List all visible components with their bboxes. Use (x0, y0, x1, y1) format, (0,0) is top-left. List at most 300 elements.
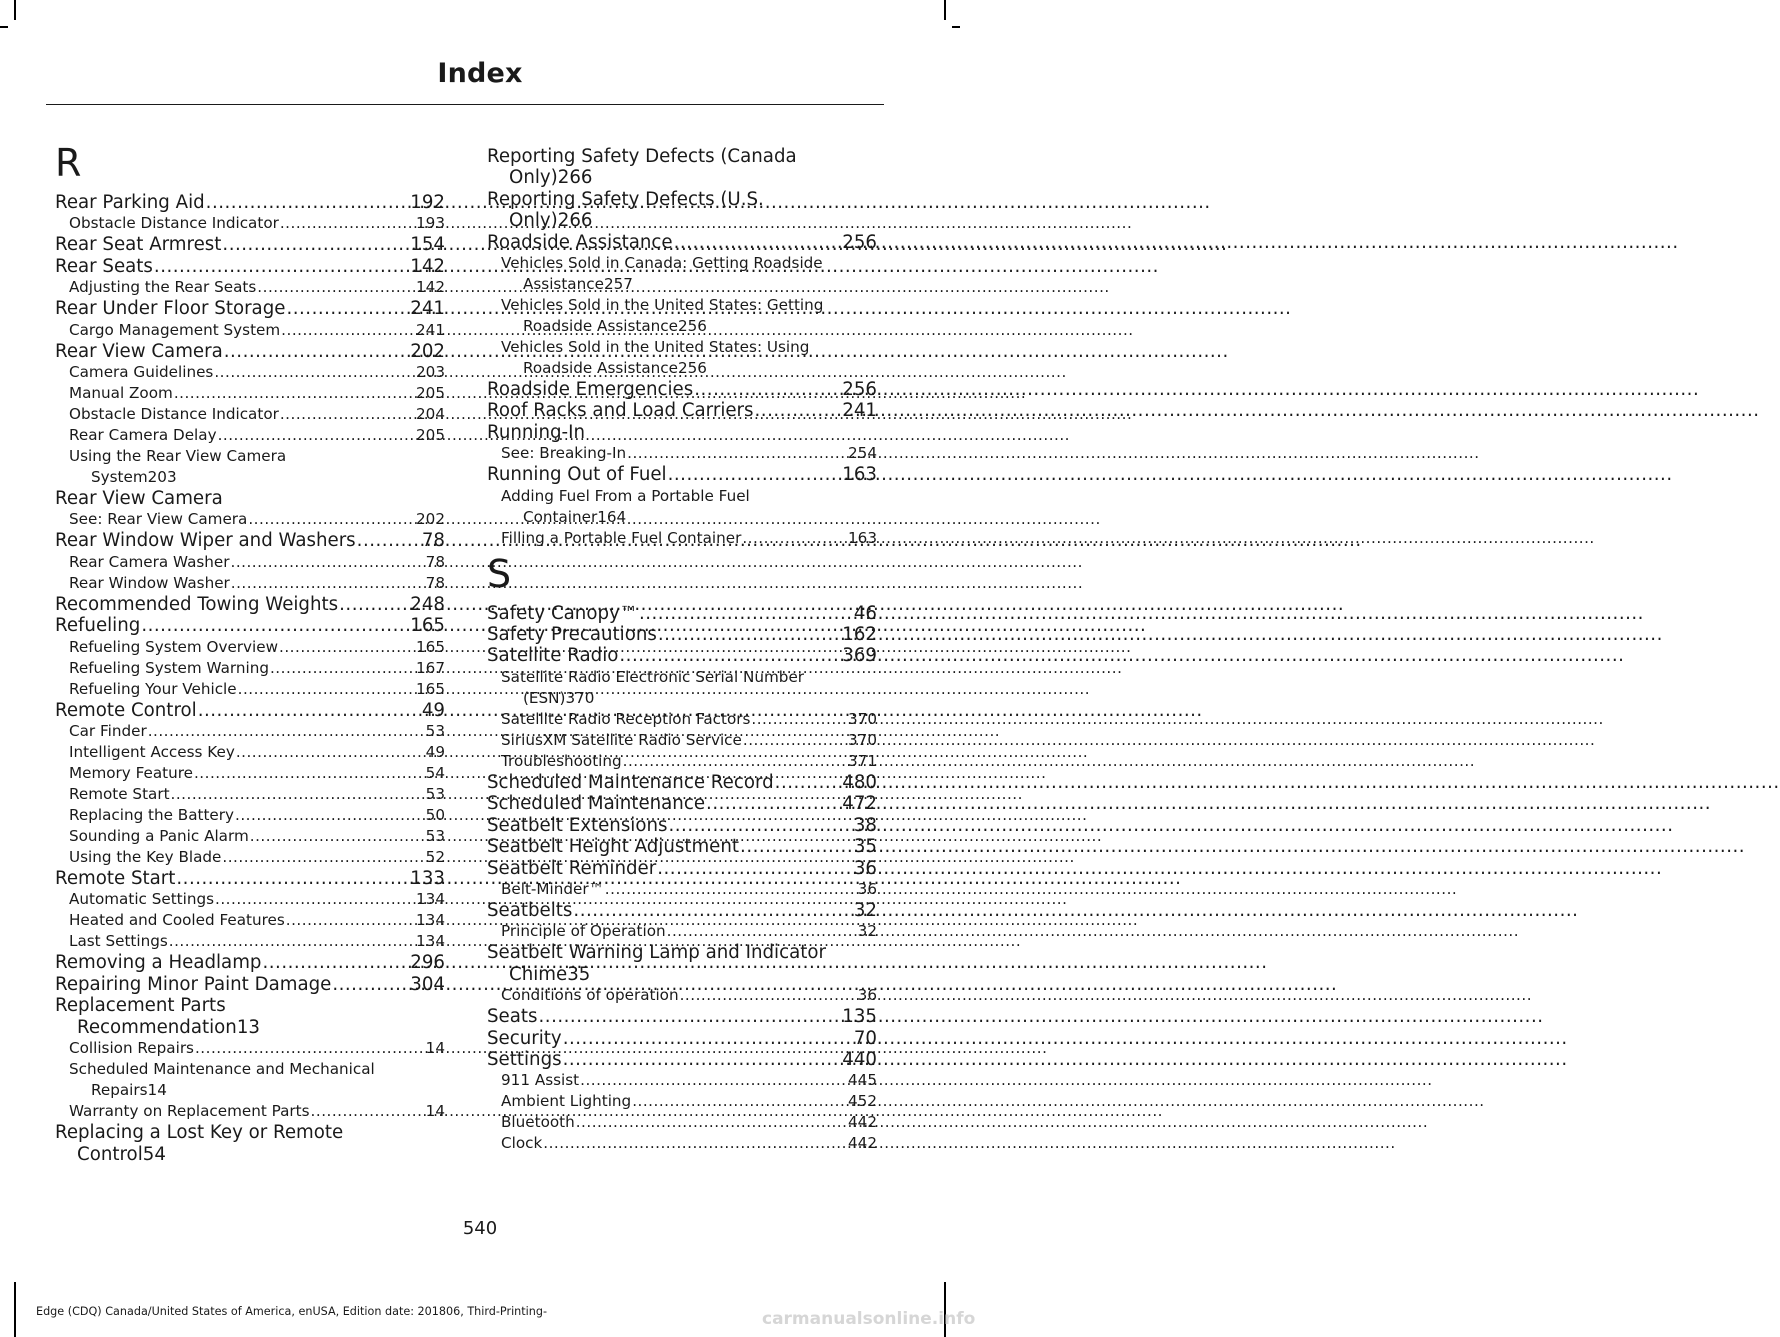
crop-mark (14, 1282, 16, 1337)
entry-label: Container (523, 507, 598, 526)
index-subentry[interactable] (55, 277, 445, 298)
leader-dots (605, 879, 857, 900)
index-subentry[interactable] (55, 320, 445, 341)
entry-page-number: 241 (410, 298, 445, 320)
entry-label: Troubleshooting (501, 751, 622, 770)
entry-label: See: Rear View Camera (69, 510, 248, 529)
index-entry[interactable] (487, 464, 877, 485)
leader-dots (632, 1091, 847, 1112)
entry-label: Rear Under Floor Storage (55, 298, 286, 320)
entry-label: Intelligent Access Key (69, 743, 235, 762)
leader-dots (357, 530, 421, 551)
entry-page-number: 54 (425, 764, 445, 783)
leader-dots (755, 400, 842, 421)
entry-label-line: Vehicles Sold in the United States: Using (501, 338, 810, 357)
entry-continuation (501, 507, 877, 528)
entry-label: Refueling Your Vehicle (69, 679, 237, 698)
entry-page-number: 49 (421, 699, 445, 721)
entry-label: Conditions of operation (501, 986, 679, 1005)
index-subentry[interactable] (55, 826, 445, 847)
entry-continuation (487, 964, 877, 985)
index-entry[interactable] (55, 234, 445, 255)
entry-page-number: 202 (416, 510, 445, 529)
entry-page-number: 203 (147, 468, 177, 487)
page-title: Index (437, 58, 523, 89)
entry-page-number: 192 (410, 192, 445, 213)
entry-page-number: 165 (416, 637, 445, 656)
entry-page-number: 256 (842, 379, 877, 401)
entry-page-number: 13 (236, 1016, 260, 1038)
index-entry[interactable] (487, 624, 877, 645)
entry-label: 911 Assist (501, 1071, 580, 1090)
index-subentry[interactable] (55, 805, 445, 826)
entry-page-number: 134 (416, 932, 445, 951)
leader-dots (250, 826, 425, 847)
index-entry[interactable] (487, 645, 877, 666)
index-entry[interactable] (55, 192, 445, 213)
entry-label-line: Replacing a Lost Key or Remote (55, 1122, 344, 1144)
leader-dots (775, 772, 842, 793)
entry-label: Satellite Radio Reception Factors (501, 709, 751, 728)
entry-label-line: Using the Rear View Camera (69, 447, 287, 466)
entry-continuation (501, 316, 877, 337)
entry-page-number: 78 (425, 573, 445, 592)
index-subentry[interactable] (55, 721, 445, 742)
index-subentry[interactable] (487, 879, 877, 900)
entry-label: Repairs (91, 1081, 148, 1100)
entry-page-number: 480 (842, 771, 877, 793)
leader-dots (674, 232, 842, 253)
entry-page-number: 134 (416, 911, 445, 930)
leader-dots (311, 1101, 425, 1122)
entry-label: Seatbelts (487, 899, 573, 921)
index-entry[interactable] (487, 189, 877, 232)
leader-dots (154, 256, 409, 277)
entry-page-number: 78 (421, 530, 445, 552)
entry-label: Rear Window Washer (69, 573, 230, 592)
index-entry[interactable] (487, 1006, 877, 1027)
entry-label: System (91, 468, 148, 487)
entry-label: Repairing Minor Paint Damage (55, 973, 332, 995)
entry-label-line: Reporting Safety Defects (U.S. (487, 188, 764, 210)
entry-page-number: 205 (416, 426, 445, 445)
entry-page-number: 442 (848, 1113, 877, 1132)
entry-page-number: 50 (425, 806, 445, 825)
entry-label: Seatbelt Reminder (487, 857, 657, 879)
index-entry[interactable] (55, 952, 445, 973)
entry-page-number: 36 (857, 879, 877, 898)
index-entry[interactable] (487, 379, 877, 400)
entry-label: (ESN) (523, 688, 566, 707)
entry-continuation (487, 210, 877, 231)
index-subentry[interactable] (55, 637, 445, 658)
crop-mark (14, 0, 16, 20)
leader-dots (751, 709, 847, 730)
entry-label-line: Adding Fuel From a Portable Fuel (501, 486, 750, 505)
entry-label: Principle of Operation (501, 922, 666, 941)
leader-dots (573, 900, 852, 921)
index-subentry[interactable] (55, 889, 445, 910)
entry-page-number: 165 (416, 679, 445, 698)
index-subentry[interactable] (487, 667, 877, 709)
entry-label: Safety Canopy™ (487, 602, 638, 624)
entry-label: Assistance (523, 275, 604, 294)
index-entry[interactable] (487, 772, 877, 793)
entry-label: See: Breaking-In (501, 444, 627, 463)
entry-page-number: 257 (603, 275, 633, 294)
entry-page-number: 452 (848, 1092, 877, 1111)
entry-label: Roof Racks and Load Carriers (487, 400, 754, 422)
entry-label: SiriusXM Satellite Radio Service (501, 730, 742, 749)
entry-page-number: 53 (425, 785, 445, 804)
entry-page-number: 36 (853, 857, 877, 879)
entry-label-line: Replacement Parts (55, 995, 226, 1017)
entry-label-line: Vehicles Sold in Canada: Getting Roadside (501, 254, 823, 273)
entry-page-number: 202 (410, 340, 445, 362)
entry-label: Only) (509, 167, 558, 189)
index-entry-heading[interactable]: Rear View Camera (55, 488, 223, 510)
entry-label: Rear Parking Aid (55, 192, 205, 213)
entry-label: Recommended Towing Weights (55, 593, 339, 615)
edition-footer: Edge (CDQ) Canada/United States of America, enUSA, Edition date: 201806, Third-Printing- (36, 1305, 547, 1318)
index-subentry[interactable] (55, 446, 445, 488)
leader-dots (619, 645, 841, 666)
index-subentry[interactable] (55, 679, 445, 700)
entry-label: Filling a Portable Fuel Container (501, 528, 742, 547)
index-subentry[interactable] (487, 528, 877, 549)
entry-page-number: 154 (410, 234, 445, 256)
entry-page-number: 133 (410, 868, 445, 890)
entry-label: Chime (509, 963, 568, 985)
entry-page-number: 70 (853, 1027, 877, 1049)
index-entry[interactable] (487, 858, 877, 879)
entry-label: Manual Zoom (69, 384, 173, 403)
entry-label: Seatbelt Extensions (487, 814, 668, 836)
entry-page-number: 14 (425, 1102, 445, 1121)
leader-dots (148, 721, 425, 742)
entry-label: Scheduled Maintenance Record (487, 771, 774, 793)
index-entry[interactable] (487, 146, 877, 189)
index-entry[interactable] (487, 400, 877, 421)
entry-label: Belt-Minder™ (501, 879, 604, 898)
index-subentry[interactable] (55, 1059, 445, 1101)
entry-page-number: 445 (848, 1071, 877, 1090)
entry-page-number: 440 (842, 1048, 877, 1070)
entry-label: Using the Key Blade (69, 848, 222, 867)
index-entry[interactable] (487, 603, 877, 624)
leader-dots (694, 379, 841, 400)
leader-dots (215, 889, 415, 910)
leader-dots (231, 573, 425, 594)
leader-dots (257, 277, 415, 298)
entry-page-number: 163 (842, 464, 877, 486)
entry-label: Memory Feature (69, 764, 193, 783)
entry-label: Ambient Lighting (501, 1092, 632, 1111)
entry-label-line: Vehicles Sold in the United States: Getting (501, 296, 824, 315)
entry-continuation (487, 167, 877, 188)
index-subentry[interactable] (487, 486, 877, 528)
leader-dots (270, 658, 415, 679)
index-entry[interactable] (55, 530, 445, 551)
index-entry[interactable] (487, 942, 877, 985)
leader-dots (286, 298, 409, 319)
entry-page-number: 248 (410, 593, 445, 615)
entry-page-number: 167 (416, 658, 445, 677)
entry-label: Automatic Settings (69, 890, 215, 909)
leader-dots (742, 528, 847, 549)
entry-page-number: 371 (848, 751, 877, 770)
index-entry[interactable] (55, 1122, 445, 1165)
leader-dots (222, 234, 409, 255)
entry-label: Satellite Radio (487, 645, 619, 667)
index-subentry[interactable] (487, 253, 877, 295)
index-subentry[interactable] (55, 404, 445, 425)
index-subentry[interactable] (55, 362, 445, 383)
watermark: carmanualsonline.info (762, 1309, 976, 1329)
index-subentry[interactable] (55, 509, 445, 530)
index-subentry[interactable] (55, 213, 445, 234)
leader-dots (231, 552, 425, 573)
entry-label: Seats (487, 1006, 538, 1028)
entry-page-number: 163 (848, 528, 877, 547)
index-entry[interactable] (487, 1028, 877, 1049)
index-entry[interactable] (487, 793, 877, 814)
entry-label: Warranty on Replacement Parts (69, 1102, 310, 1121)
entry-continuation (69, 467, 445, 488)
entry-continuation (501, 688, 877, 709)
index-subentry[interactable] (487, 443, 877, 464)
entry-label: Refueling (55, 615, 141, 637)
index-entry[interactable] (487, 1049, 877, 1070)
crop-mark (944, 0, 946, 20)
index-entry[interactable] (55, 995, 445, 1038)
entry-page-number: 205 (416, 384, 445, 403)
leader-dots (543, 1133, 847, 1154)
entry-page-number: 142 (410, 255, 445, 277)
leader-dots (563, 1049, 842, 1070)
leader-dots (657, 858, 853, 879)
index-entry[interactable] (55, 341, 445, 362)
index-entry[interactable] (55, 594, 445, 615)
index-subentry[interactable] (487, 337, 877, 379)
entry-label: Sounding a Panic Alarm (69, 827, 249, 846)
index-subentry[interactable] (487, 921, 877, 942)
index-subentry[interactable] (55, 784, 445, 805)
entry-label: Remote Start (55, 868, 176, 890)
entry-label: Replacing the Battery (69, 806, 235, 825)
index-subentry[interactable] (487, 1112, 877, 1133)
entry-page-number: 135 (842, 1006, 877, 1028)
entry-page-number: 35 (567, 963, 591, 985)
leader-dots (169, 931, 415, 952)
index-entry[interactable] (55, 615, 445, 636)
leader-dots (248, 509, 415, 530)
entry-label: Roadside Assistance (523, 317, 678, 336)
leader-dots (680, 985, 857, 1006)
leader-dots (539, 1006, 842, 1027)
index-subentry[interactable] (487, 751, 877, 772)
leader-dots (280, 404, 415, 425)
index-entry[interactable] (55, 256, 445, 277)
entry-page-number: 46 (853, 602, 877, 624)
leader-dots (706, 793, 841, 814)
index-subentry[interactable] (55, 1101, 445, 1122)
entry-page-number: 38 (853, 814, 877, 836)
entry-label: Rear View Camera (55, 340, 223, 362)
crop-mark (952, 26, 960, 28)
entry-page-number: 53 (425, 722, 445, 741)
entry-page-number: 134 (416, 890, 445, 909)
leader-dots (262, 952, 409, 973)
entry-page-number: 296 (410, 952, 445, 974)
index-subentry[interactable] (487, 730, 877, 751)
entry-page-number: 193 (416, 214, 445, 233)
leader-dots (627, 443, 847, 464)
index-entry[interactable] (55, 298, 445, 319)
crop-mark (0, 26, 8, 28)
index-entry[interactable] (55, 868, 445, 889)
index-entry[interactable] (487, 900, 877, 921)
leader-dots (238, 679, 415, 700)
entry-page-number: 14 (147, 1081, 167, 1100)
leader-dots (740, 836, 853, 857)
entry-label: Cargo Management System (69, 320, 281, 339)
index-subentry[interactable] (487, 709, 877, 730)
leader-dots (198, 700, 421, 721)
leader-dots (194, 763, 425, 784)
entry-label: Rear Seat Armrest (55, 234, 222, 256)
entry-label: Refueling System Overview (69, 637, 279, 656)
entry-label: Control (77, 1143, 143, 1165)
index-subentry[interactable] (55, 910, 445, 931)
index-entry[interactable] (487, 232, 877, 253)
entry-page-number: 370 (848, 730, 877, 749)
entry-label: Rear Camera Delay (69, 426, 217, 445)
entry-label: Obstacle Distance Indicator (69, 405, 279, 424)
entry-label: Scheduled Maintenance (487, 793, 706, 815)
entry-continuation (501, 274, 877, 295)
leader-dots (280, 213, 415, 234)
entry-label: Safety Precautions (487, 624, 657, 646)
entry-label: Rear Seats (55, 255, 153, 277)
entry-page-number: 256 (842, 231, 877, 253)
index-subentry[interactable] (487, 295, 877, 337)
entry-label: Obstacle Distance Indicator (69, 214, 279, 233)
index-subentry[interactable] (487, 985, 877, 1006)
leader-dots (580, 1070, 847, 1091)
entry-page-number: 241 (416, 320, 445, 339)
entry-continuation (55, 1017, 445, 1038)
entry-page-number: 52 (425, 848, 445, 867)
leader-dots (668, 815, 852, 836)
entry-page-number: 370 (565, 688, 595, 707)
entry-continuation (55, 1144, 445, 1165)
entry-label: Seatbelt Height Adjustment (487, 836, 740, 858)
leader-dots (224, 341, 410, 362)
index-subentry[interactable] (55, 552, 445, 573)
leader-dots (658, 624, 841, 645)
index-subentry[interactable] (55, 425, 445, 446)
leader-dots (743, 730, 847, 751)
leader-dots (141, 615, 409, 636)
leader-dots (218, 425, 415, 446)
index-entry[interactable] (487, 815, 877, 836)
entry-continuation (69, 1080, 445, 1101)
entry-label: Last Settings (69, 932, 168, 951)
leader-dots (668, 464, 842, 485)
entry-label: Adjusting the Rear Seats (69, 278, 257, 297)
leader-dots (235, 805, 425, 826)
index-subentry[interactable] (55, 742, 445, 763)
index-subentry[interactable] (55, 1038, 445, 1059)
leader-dots (206, 192, 410, 213)
entry-page-number: 49 (425, 743, 445, 762)
index-subentry[interactable] (487, 1091, 877, 1112)
index-subentry[interactable] (55, 573, 445, 594)
index-column-left (55, 138, 445, 1165)
index-entry[interactable] (55, 700, 445, 721)
index-entry[interactable] (487, 836, 877, 857)
entry-label: Settings (487, 1048, 562, 1070)
leader-dots (214, 362, 415, 383)
index-entry-heading[interactable]: Running-In (487, 421, 585, 443)
entry-label: Car Finder (69, 722, 147, 741)
entry-page-number: 472 (842, 793, 877, 815)
entry-label-line: Seatbelt Warning Lamp and Indicator (487, 942, 826, 964)
leader-dots (174, 383, 415, 404)
entry-label: Collision Repairs (69, 1039, 194, 1058)
entry-page-number: 266 (557, 210, 593, 232)
entry-label: Roadside Assistance (487, 231, 673, 253)
entry-label: Rear Camera Washer (69, 552, 230, 571)
section-letter: S (487, 551, 512, 596)
index-entry[interactable] (55, 974, 445, 995)
leader-dots (171, 784, 425, 805)
page-number: 540 (462, 1218, 498, 1239)
entry-label: Remote Control (55, 699, 197, 721)
entry-label: Removing a Headlamp (55, 952, 262, 974)
leader-dots (576, 1112, 847, 1133)
entry-page-number: 254 (848, 444, 877, 463)
leader-dots (623, 751, 847, 772)
entry-page-number: 142 (416, 278, 445, 297)
entry-label: Refueling System Warning (69, 658, 269, 677)
entry-label: Running Out of Fuel (487, 464, 667, 486)
entry-page-number: 54 (142, 1143, 166, 1165)
entry-page-number: 204 (416, 405, 445, 424)
leader-dots (639, 603, 853, 624)
index-subentry[interactable] (55, 931, 445, 952)
entry-page-number: 256 (677, 317, 707, 336)
index-subentry[interactable] (55, 847, 445, 868)
section-letter: R (55, 141, 82, 185)
entry-label: Heated and Cooled Features (69, 911, 285, 930)
entry-page-number: 78 (425, 552, 445, 571)
index-subentry[interactable] (55, 658, 445, 679)
index-subentry[interactable] (487, 1133, 877, 1154)
leader-dots (176, 868, 409, 889)
entry-label: Roadside Emergencies (487, 379, 694, 401)
index-subentry[interactable] (55, 383, 445, 404)
entry-label: Rear Window Wiper and Washers (55, 530, 356, 552)
entry-page-number: 304 (410, 973, 445, 995)
entry-page-number: 370 (848, 709, 877, 728)
index-subentry[interactable] (487, 1070, 877, 1091)
index-subentry[interactable] (55, 763, 445, 784)
title-divider (46, 104, 884, 105)
entry-label: Bluetooth (501, 1113, 575, 1132)
entry-label: Clock (501, 1134, 543, 1153)
